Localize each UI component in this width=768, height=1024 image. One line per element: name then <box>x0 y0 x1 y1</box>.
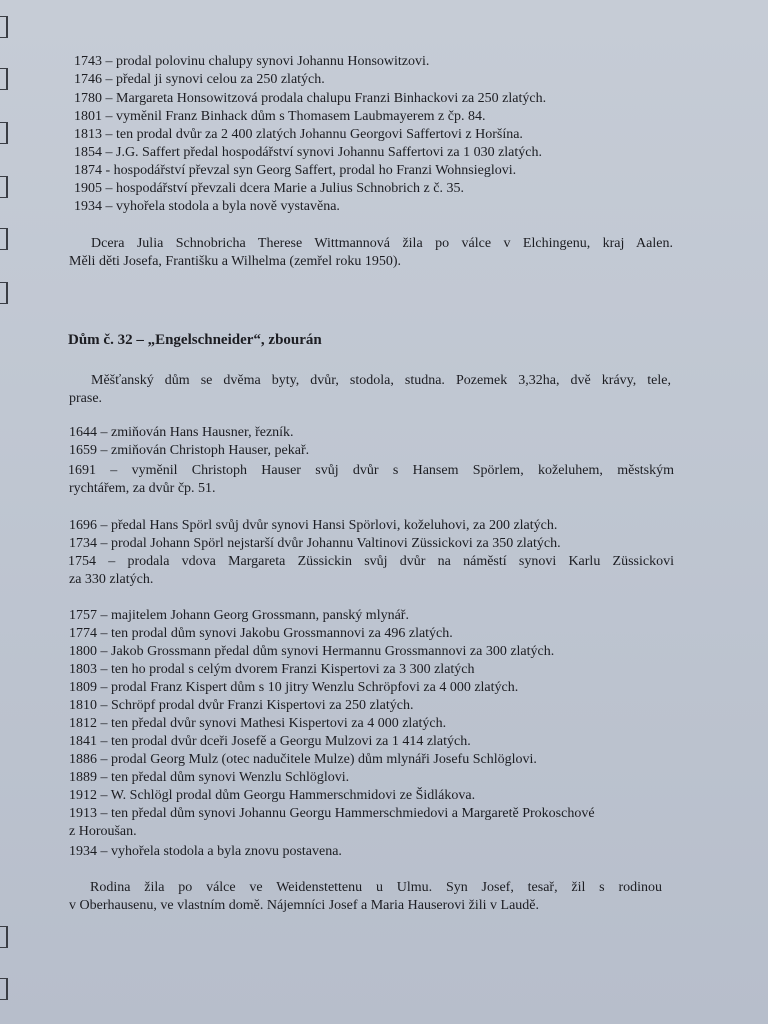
binding-mark <box>0 16 8 38</box>
history-line: 1886 – prodal Georg Mulz (otec nadučitele Mulze) dům mlynáři Josefu Schlöglovi. <box>69 752 537 767</box>
binding-mark <box>0 176 8 198</box>
history-line: 1934 – vyhořela stodola a byla znovu postavena. <box>69 844 342 859</box>
history-line: 1774 – ten prodal dům synovi Jakobu Grossmannovi za 496 zlatých. <box>69 626 453 641</box>
intro-line: prase. <box>69 391 103 406</box>
history-line: 1912 – W. Schlögl prodal dům Georgu Hammerschmidovi ze Šidlákova. <box>69 788 476 803</box>
intro-line: Měšťanský dům se dvěma byty, dvůr, stodola, studna. Pozemek 3,32ha, dvě krávy, tele, <box>91 373 671 388</box>
history-line: 1801 – vyměnil Franz Binhack dům s Thomasem Laubmayerem z čp. 84. <box>74 109 486 124</box>
history-line: 1905 – hospodářství převzali dcera Marie a Julius Schnobrich z č. 35. <box>74 181 464 196</box>
history-line: 1780 – Margareta Honsowitzová prodala chalupu Franzi Binhackovi za 250 zlatých. <box>74 91 547 106</box>
history-line: 1757 – majitelem Johann Georg Grossmann, panský mlynář. <box>69 608 409 623</box>
history-line: 1691 – vyměnil Christoph Hauser svůj dvůr s Hansem Spörlem, koželuhem, městským <box>68 463 674 478</box>
binding-mark <box>0 926 8 948</box>
history-line: 1696 – předal Hans Spörl svůj dvůr synovi Hansi Spörlovi, koželuhovi, za 200 zlatých. <box>69 518 558 533</box>
binding-mark <box>0 68 8 90</box>
history-line: 1874 - hospodářství převzal syn Georg Saffert, prodal ho Franzi Wohnsieglovi. <box>74 163 517 178</box>
history-line: 1813 – ten prodal dvůr za 2 400 zlatých Johannu Georgovi Saffertovi z Horšína. <box>74 127 523 142</box>
section-heading: Dům č. 32 – „Engelschneider“, zbourán <box>68 332 322 348</box>
note-line: Dcera Julia Schnobricha Therese Wittmannová žila po válce v Elchingenu, kraj Aalen. <box>91 236 673 251</box>
history-line: z Horoušan. <box>69 824 137 839</box>
history-line: 1841 – ten prodal dvůr dceři Josefě a Georgu Mulzovi za 1 414 zlatých. <box>69 734 471 749</box>
history-line: 1644 – zmiňován Hans Hausner, řezník. <box>69 425 294 440</box>
history-line: za 330 zlatých. <box>69 572 154 587</box>
binding-mark <box>0 978 8 1000</box>
history-line: 1854 – J.G. Saffert předal hospodářství synovi Johannu Saffertovi za 1 030 zlatých. <box>74 145 543 160</box>
history-line: 1889 – ten předal dům synovi Wenzlu Schlöglovi. <box>69 770 350 785</box>
history-line: 1754 – prodala vdova Margareta Züssickin svůj dvůr na náměstí synovi Karlu Züssickovi <box>68 554 674 569</box>
history-line: 1734 – prodal Johann Spörl nejstarší dvůr Johannu Valtinovi Züssickovi za 350 zlatých. <box>69 536 561 551</box>
history-line: 1809 – prodal Franz Kispert dům s 10 jitry Wenzlu Schröpfovi za 4 000 zlatých. <box>69 680 519 695</box>
note-line: Měli děti Josefa, Františku a Wilhelma (zemřel roku 1950). <box>69 254 401 269</box>
history-line: 1913 – ten předal dům synovi Johannu Georgu Hammerschmiedovi a Margaretě Prokoschové <box>69 806 595 821</box>
history-line: 1800 – Jakob Grossmann předal dům synovi Hermannu Grossmannovi za 300 zlatých. <box>69 644 555 659</box>
history-line: 1803 – ten ho prodal s celým dvorem Franzi Kispertovi za 3 300 zlatých <box>69 662 475 677</box>
history-line: rychtářem, za dvůr čp. 51. <box>69 481 216 496</box>
history-line: 1659 – zmiňován Christoph Hauser, pekař. <box>69 443 310 458</box>
history-line: 1812 – ten předal dvůr synovi Mathesi Kispertovi za 4 000 zlatých. <box>69 716 447 731</box>
history-line: 1810 – Schröpf prodal dvůr Franzi Kispertovi za 250 zlatých. <box>69 698 414 713</box>
binding-mark <box>0 122 8 144</box>
closing-line: v Oberhausenu, ve vlastním domě. Nájemníci Josef a Maria Hauserovi žili v Laudě. <box>69 898 540 913</box>
closing-line: Rodina žila po válce ve Weidenstettenu u Ulmu. Syn Josef, tesař, žil s rodinou <box>90 880 662 895</box>
history-line: 1746 – předal ji synovi celou za 250 zlatých. <box>74 72 325 87</box>
binding-mark <box>0 282 8 304</box>
binding-mark <box>0 228 8 250</box>
history-line: 1934 – vyhořela stodola a byla nově vystavěna. <box>74 199 340 214</box>
history-line: 1743 – prodal polovinu chalupy synovi Johannu Honsowitzovi. <box>74 54 430 69</box>
